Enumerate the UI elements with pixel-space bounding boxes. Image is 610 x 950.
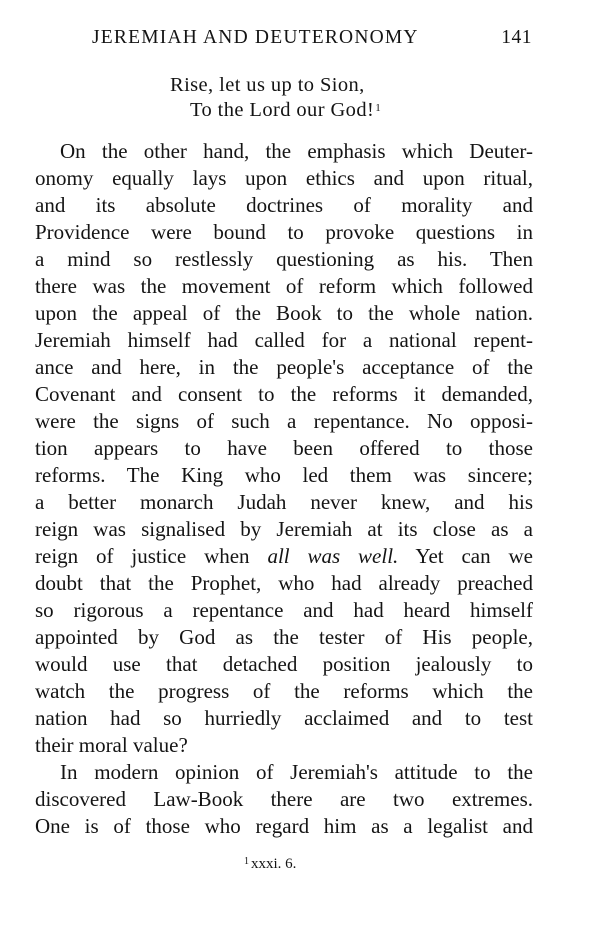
text-line: would use that detached position jealously to [35,652,533,676]
italic-phrase: all was well. [267,544,399,568]
text-line: reforms. The King who led them was sincere; [35,463,533,487]
text-line: their moral value? [35,733,188,757]
verse-line-2 [190,98,381,122]
body-text [35,138,533,840]
text-line: ance and here, in the people's acceptance of the [35,355,533,379]
running-header [92,27,532,57]
verse-footnote-mark: 1 [375,102,382,114]
text-line: doubt that the Prophet, who had already preached [35,571,533,595]
line-16-start: reign of justice when [35,544,250,568]
text-line: and its absolute doctrines of morality and [35,193,533,217]
text-line: appointed by God as the tester of His people, [35,625,533,649]
text-line: Jeremiah himself had called for a national repent- [35,328,533,352]
text-line: onomy equally lays upon ethics and upon ritual, [35,166,533,190]
verse-line-1-text: Rise, let us up to Sion, [170,74,365,96]
text-line: On the other hand, the emphasis which Deuter- [60,139,533,163]
text-line: were the signs of such a repentance. No opposi- [35,409,533,433]
text-line: Providence were bound to provoke questions in [35,220,533,244]
text-line: upon the appeal of the Book to the whole nation. [35,301,533,325]
text-line: In modern opinion of Jeremiah's attitude to the [60,760,533,784]
text-line: watch the progress of the reforms which the [35,679,533,703]
text-line: One is of those who regard him as a legalist and [35,814,533,838]
page-number: 141 [501,27,532,48]
text-line: discovered Law-Book there are two extremes. [35,787,533,811]
text-line: there was the movement of reform which followed [35,274,533,298]
text-line: reign was signalised by Jeremiah at its close as a [35,517,533,541]
text-line: nation had so hurriedly acclaimed and to test [35,706,533,730]
text-line-with-italic [35,543,533,570]
footnote-mark: 1 [244,856,249,867]
running-head-title: JEREMIAH AND DEUTERONOMY [92,27,419,48]
text-line: tion appears to have been offered to those [35,436,533,460]
paragraph-2 [35,759,533,840]
paragraph-1 [35,138,533,759]
text-line: a better monarch Judah never knew, and his [35,490,533,514]
footnote-text: xxxi. 6. [251,856,297,872]
footnote [244,856,296,873]
verse-line-1 [170,73,365,97]
verse-line-2-text: To the Lord our God! [190,99,375,121]
text-line: a mind so restlessly questioning as his. Then [35,247,533,271]
text-line: so rigorous a repentance and had heard himself [35,598,533,622]
text-line: Covenant and consent to the reforms it demanded, [35,382,533,406]
line-16-end: Yet can we [415,544,533,568]
